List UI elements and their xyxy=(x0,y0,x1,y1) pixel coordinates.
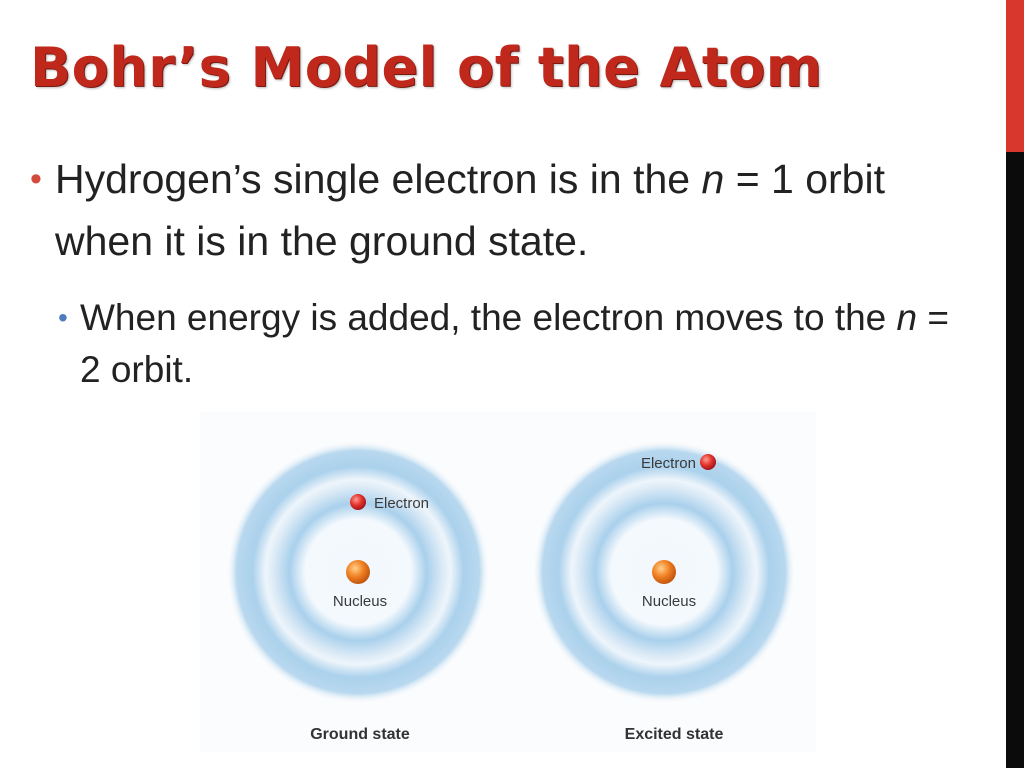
nucleus xyxy=(346,560,370,584)
electron xyxy=(350,494,366,510)
electron xyxy=(700,454,716,470)
sidebar-black-block xyxy=(1006,152,1024,768)
slide-title: Bohr’s Model of the Atom xyxy=(30,36,823,99)
electron-label: Electron xyxy=(374,495,430,512)
electron-label: Electron xyxy=(640,455,696,472)
nucleus-label: Nucleus xyxy=(332,593,388,610)
nucleus xyxy=(652,560,676,584)
sidebar-red-block xyxy=(1006,0,1024,152)
sidebar-accent xyxy=(1006,0,1024,768)
bullet-text: Hydrogen’s single electron is in the n = 1 orbit when it is in the ground state. xyxy=(55,156,885,264)
nucleus-label: Nucleus xyxy=(641,593,697,610)
state-caption: Excited state xyxy=(624,726,724,743)
bullet-dot-icon: • xyxy=(30,160,42,198)
sub-bullet-text: When energy is added, the electron moves to the n = 2 orbit. xyxy=(80,297,949,390)
state-caption: Ground state xyxy=(310,726,410,743)
sub-bullet-dot-icon: • xyxy=(58,302,68,333)
bohr-atom-diagram xyxy=(200,412,816,752)
